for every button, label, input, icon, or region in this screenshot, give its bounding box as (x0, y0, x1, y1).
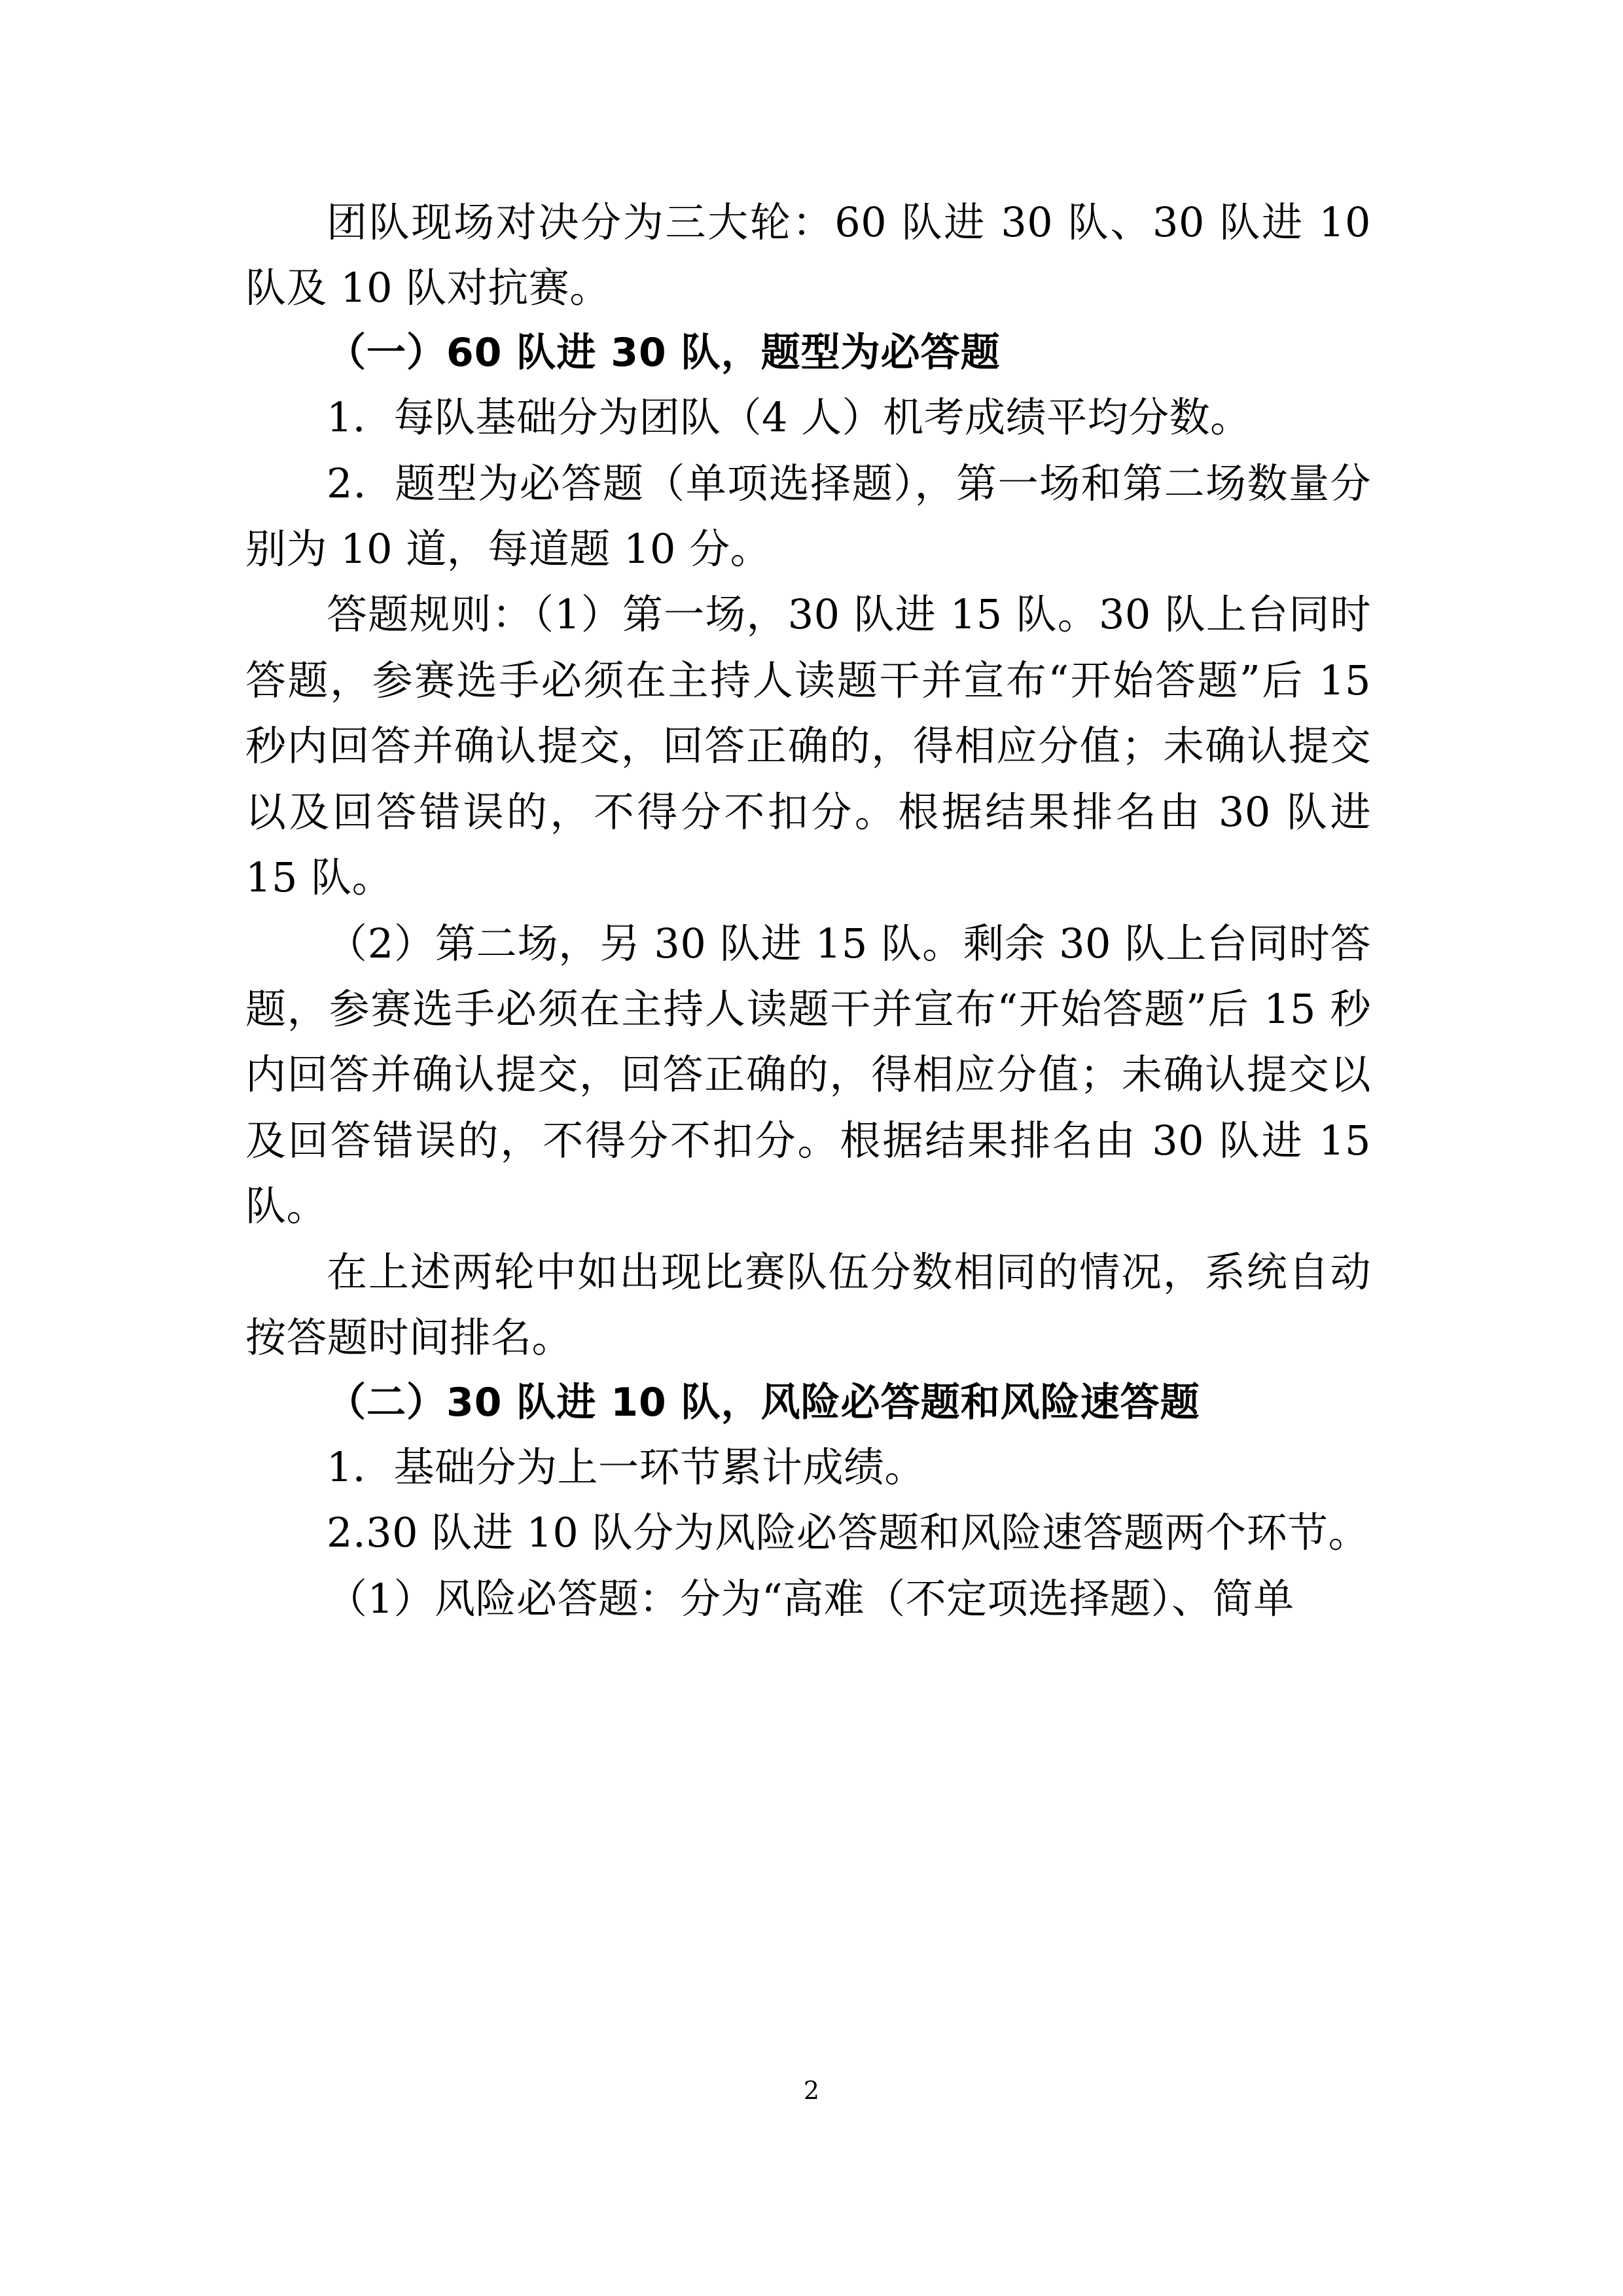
paragraph-tiebreak: 在上述两轮中如出现比赛队伍分数相同的情况，系统自动按答题时间排名。 (245, 1247, 1371, 1362)
paragraph-intro: 团队现场对决分为三大轮：60 队进 30 队、30 队进 10 队及 10 队对抗赛。 (245, 198, 1371, 312)
heading-section-two: （二）30 队进 10 队，风险必答题和风险速答题 (327, 1379, 1200, 1426)
paragraph-item-1-2: 2．题型为必答题（单项选择题），第一场和第二场数量分别为 10 道，每道题 10 分。 (245, 459, 1371, 573)
paragraph-rule-2: （2）第二场，另 30 队进 15 队。剩余 30 队上台同时答题，参赛选手必须在主持人读题干并宣布“开始答题”后 15 秒内回答并确认提交，回答正确的，得相应分值；未确认提交以及回答错误的，不得分不扣分。根据结果排名由 30 队进 15 队。 (245, 919, 1371, 1230)
document-body (245, 190, 1371, 1632)
paragraph-item-2-1: 1．基础分为上一环节累计成绩。 (327, 1443, 925, 1491)
paragraph-item-1-1: 1．每队基础分为团队（4 人）机考成绩平均分数。 (327, 393, 1251, 442)
heading-section-one: （一）60 队进 30 队，题型为必答题 (327, 329, 1001, 376)
paragraph-item-2-2: 2.30 队进 10 队分为风险必答题和风险速答题两个环节。 (327, 1509, 1370, 1557)
paragraph-rule-1: 答题规则：（1）第一场，30 队进 15 队。30 队上台同时答题，参赛选手必须在主持人读题干并宣布“开始答题”后 15 秒内回答并确认提交，回答正确的，得相应分值；未确认提交以及回答错误的，不得分不扣分。根据结果排名由 30 队进 15 队。 (245, 590, 1371, 902)
paragraph-item-2-2-1: （1）风险必答题：分为“高难（不定项选择题）、简单 (327, 1574, 1294, 1623)
page-number: 2 (803, 2076, 820, 2105)
